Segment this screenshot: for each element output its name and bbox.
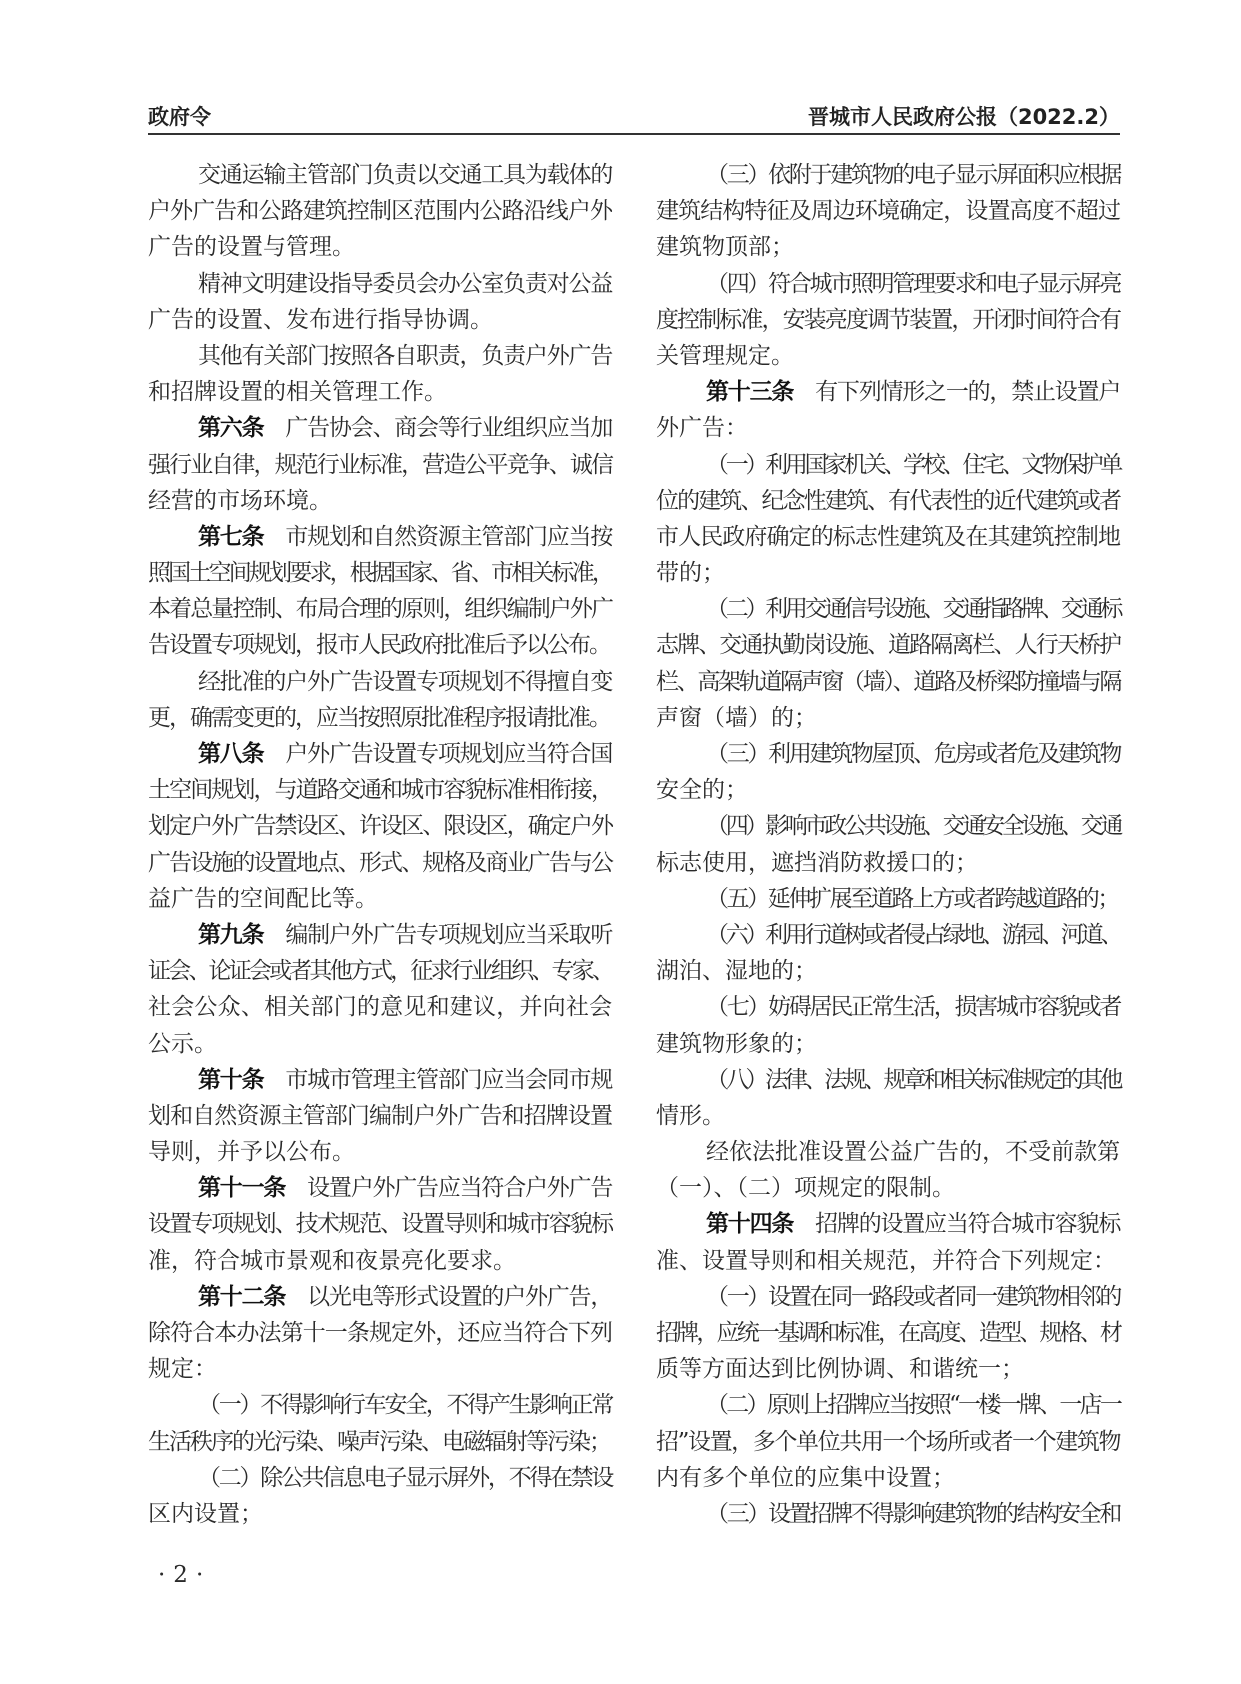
line-text: 招”设置，多个单位共用一个场所或者一个建筑物 — [656, 1428, 1120, 1455]
text-line — [656, 1496, 1120, 1532]
text-line — [656, 808, 1120, 844]
text-line — [148, 1206, 612, 1242]
text-line — [148, 1170, 612, 1206]
paragraph — [656, 736, 1120, 808]
line-text: 湖泊、湿地的； — [656, 958, 817, 985]
text-line — [656, 881, 1120, 917]
text-line — [148, 555, 612, 591]
text-line — [148, 953, 612, 989]
text-line — [148, 989, 612, 1025]
line-text: 情形。 — [656, 1102, 725, 1129]
line-text: 户外广告和公路建筑控制区范围内公路沿线户外 — [148, 198, 612, 225]
text-line — [656, 157, 1120, 193]
text-line — [656, 410, 1120, 446]
line-text: 告设置专项规划，报市人民政府批准后予以公布。 — [148, 632, 610, 659]
line-text: 位的建筑、纪念性建筑、有代表性的近代建筑或者 — [656, 487, 1120, 514]
text-line — [148, 1351, 612, 1387]
paragraph — [656, 266, 1120, 375]
text-line — [148, 772, 612, 808]
line-text: 经依法批准设置公益广告的，不受前款第 — [706, 1139, 1120, 1166]
paragraph — [656, 1496, 1120, 1532]
header-section-title: 政府令 — [148, 105, 211, 129]
text-line — [656, 1315, 1120, 1351]
line-text: 经营的市场环境。 — [148, 487, 332, 514]
line-text: 市规划和自然资源主管部门应当按 — [285, 523, 612, 550]
page-number: ·2· — [158, 1562, 212, 1588]
line-text: （四）影响市政公共设施、交通安全设施、交通 — [706, 813, 1120, 840]
paragraph — [656, 1387, 1120, 1496]
line-text: （四）符合城市照明管理要求和电子显示屏亮 — [706, 270, 1120, 297]
line-text: 土空间规划，与道路交通和城市容貌标准相衔接， — [148, 777, 612, 804]
text-line — [148, 1243, 612, 1279]
line-text: （八）法律、法规、规章和相关标准规定的其他 — [706, 1066, 1120, 1093]
line-text: 社会公众、相关部门的意见和建议，并向社会 — [148, 994, 612, 1021]
text-line — [148, 1279, 612, 1315]
text-line — [148, 1134, 612, 1170]
text-line — [656, 483, 1120, 519]
paragraph — [148, 664, 612, 736]
text-line — [148, 157, 612, 193]
paragraph — [656, 1062, 1120, 1134]
line-text: 其他有关部门按照各自职责，负责户外广告 — [198, 342, 612, 369]
text-line — [148, 374, 612, 410]
text-line — [656, 664, 1120, 700]
line-text: 经批准的户外广告设置专项规划不得擅自变 — [198, 668, 612, 695]
line-text: 编制户外广告专项规划应当采取听 — [285, 921, 612, 948]
paragraph — [148, 266, 612, 338]
text-column-left — [148, 157, 612, 1532]
text-line — [148, 1315, 612, 1351]
line-text: 带的； — [656, 560, 725, 587]
line-text: 更，确需变更的，应当按照原批准程序报请批准。 — [148, 704, 610, 731]
text-line — [148, 627, 612, 663]
line-text: 设置户外广告应当符合户外广告 — [307, 1175, 612, 1202]
text-line — [656, 700, 1120, 736]
article-paragraph — [656, 374, 1120, 446]
line-text: （一）不得影响行车安全，不得产生影响正常 — [198, 1392, 612, 1419]
article-paragraph — [148, 410, 612, 519]
text-line — [656, 193, 1120, 229]
text-line — [656, 519, 1120, 555]
article-number: 第六条 — [198, 415, 264, 442]
line-text: （一）、（二）项规定的限制。 — [656, 1175, 955, 1202]
article-paragraph — [148, 519, 612, 664]
text-line — [148, 302, 612, 338]
text-line — [656, 1026, 1120, 1062]
line-text: 本着总量控制、布局合理的原则，组织编制户外广 — [148, 596, 612, 623]
line-text: 市人民政府确定的标志性建筑及在其建筑控制地 — [656, 523, 1120, 550]
line-text: 设置专项规划、技术规范、设置导则和城市容貌标 — [148, 1211, 612, 1238]
text-line — [148, 808, 612, 844]
article-number: 第十条 — [198, 1066, 264, 1093]
text-line — [656, 1170, 1120, 1206]
text-line — [656, 374, 1120, 410]
article-number: 第九条 — [198, 921, 264, 948]
paragraph — [656, 157, 1120, 266]
article-number: 第十一条 — [198, 1175, 286, 1202]
line-text: 和招牌设置的相关管理工作。 — [148, 379, 447, 406]
paragraph — [656, 881, 1120, 917]
text-line — [148, 591, 612, 627]
text-line — [148, 1062, 612, 1098]
text-line — [148, 917, 612, 953]
line-text: 区内设置； — [148, 1500, 263, 1527]
article-paragraph — [148, 917, 612, 1062]
text-line — [656, 591, 1120, 627]
text-column-right — [656, 157, 1120, 1532]
line-text: 广告协会、商会等行业组织应当加 — [285, 415, 612, 442]
paragraph — [656, 591, 1120, 736]
line-text: 证会、论证会或者其他方式，征求行业组织、专家、 — [148, 958, 612, 985]
line-text: 栏、高架轨道隔声窗（墙）、道路及桥梁防撞墙与隔 — [656, 668, 1120, 695]
text-line — [148, 1026, 612, 1062]
text-line — [148, 664, 612, 700]
line-text: 规定： — [148, 1356, 217, 1383]
text-line — [148, 193, 612, 229]
line-text: 建筑结构特征及周边环境确定，设置高度不超过 — [656, 198, 1120, 225]
line-text: 度控制标准，安装亮度调节装置，开闭时间符合有 — [656, 306, 1120, 333]
line-text: （六）利用行道树或者侵占绿地、游园、河道、 — [706, 921, 1120, 948]
text-line — [656, 555, 1120, 591]
line-text: 准、设置导则和相关规范，并符合下列规定： — [656, 1247, 1116, 1274]
text-line — [656, 1062, 1120, 1098]
line-text: 外广告： — [656, 415, 748, 442]
paragraph — [148, 157, 612, 266]
line-text: 划定户外广告禁设区、许设区、限设区，确定户外 — [148, 813, 612, 840]
line-text: 志牌、交通执勤岗设施、道路隔离栏、人行天桥护 — [656, 632, 1120, 659]
article-paragraph — [148, 1062, 612, 1171]
article-number: 第十二条 — [198, 1283, 286, 1310]
line-text: 关管理规定。 — [656, 342, 794, 369]
header-publication-title: 晋城市人民政府公报（2022.2） — [807, 105, 1120, 129]
text-line — [148, 1098, 612, 1134]
text-line — [148, 1424, 612, 1460]
line-text: 市城市管理主管部门应当会同市规 — [285, 1066, 612, 1093]
text-line — [656, 266, 1120, 302]
line-text: 精神文明建设指导委员会办公室负责对公益 — [198, 270, 612, 297]
line-text: （二）原则上招牌应当按照“一楼一牌、一店一 — [706, 1392, 1120, 1419]
line-text: 招牌，应统一基调和标准，在高度、造型、规格、材 — [656, 1320, 1120, 1346]
article-number: 第七条 — [198, 523, 264, 550]
text-line — [656, 917, 1120, 953]
article-paragraph — [148, 1170, 612, 1279]
text-line — [148, 700, 612, 736]
paragraph — [656, 1134, 1120, 1206]
line-text: 以光电等形式设置的户外广告， — [307, 1283, 612, 1310]
text-line — [148, 410, 612, 446]
paragraph — [148, 1387, 612, 1459]
article-number: 第八条 — [198, 741, 264, 767]
line-text: （三）依附于建筑物的电子显示屏面积应根据 — [706, 162, 1120, 188]
line-text: 生活秩序的光污染、噪声污染、电磁辐射等污染； — [148, 1428, 610, 1455]
line-text: 强行业自律，规范行业标准，营造公平竞争、诚信 — [148, 451, 612, 478]
paragraph — [656, 917, 1120, 989]
text-line — [656, 1206, 1120, 1242]
line-text: 益广告的空间配比等。 — [148, 885, 378, 912]
paragraph — [656, 808, 1120, 880]
paragraph — [148, 338, 612, 410]
article-number: 第十四条 — [706, 1211, 794, 1238]
text-line — [656, 1351, 1120, 1387]
text-line — [148, 266, 612, 302]
line-text: 标志使用，遮挡消防救援口的； — [656, 849, 978, 876]
article-paragraph — [148, 1279, 612, 1388]
text-line — [656, 447, 1120, 483]
text-line — [656, 627, 1120, 663]
text-line — [656, 1387, 1120, 1423]
line-text: （二）利用交通信号设施、交通指路牌、交通标 — [706, 596, 1120, 623]
text-line — [656, 302, 1120, 338]
line-text: 质等方面达到比例协调、和谐统一； — [656, 1356, 1024, 1383]
text-line — [148, 447, 612, 483]
text-line — [148, 1387, 612, 1423]
text-line — [656, 845, 1120, 881]
line-text: （二）除公共信息电子显示屏外，不得在禁设 — [198, 1464, 612, 1491]
paragraph — [656, 989, 1120, 1061]
text-line — [656, 1098, 1120, 1134]
paragraph — [148, 1460, 612, 1532]
text-line — [656, 772, 1120, 808]
line-text: 广告设施的设置地点、形式、规格及商业广告与公 — [148, 849, 612, 876]
line-text: （一）设置在同一路段或者同一建筑物相邻的 — [706, 1283, 1120, 1310]
line-text: （一）利用国家机关、学校、住宅、文物保护单 — [706, 451, 1120, 478]
text-line — [656, 1424, 1120, 1460]
line-text: 导则，并予以公布。 — [148, 1139, 355, 1166]
line-text: 交通运输主管部门负责以交通工具为载体的 — [198, 162, 612, 188]
line-text: 划和自然资源主管部门编制户外广告和招牌设置 — [148, 1102, 612, 1129]
text-line — [656, 953, 1120, 989]
text-line — [656, 338, 1120, 374]
line-text: （三）利用建筑物屋顶、危房或者危及建筑物 — [706, 741, 1120, 767]
line-text: （三）设置招牌不得影响建筑物的结构安全和 — [706, 1500, 1120, 1527]
article-number: 第十三条 — [706, 379, 794, 406]
line-text: 户外广告设置专项规划应当符合国 — [285, 741, 612, 767]
line-text: 照国土空间规划要求，根据国家、省、市相关标准， — [148, 560, 612, 587]
text-line — [148, 1460, 612, 1496]
line-text: 建筑物顶部； — [656, 234, 794, 261]
article-paragraph — [656, 1206, 1120, 1278]
paragraph — [656, 1279, 1120, 1388]
line-text: （五）延伸扩展至道路上方或者跨越道路的； — [706, 885, 1119, 912]
text-line — [148, 845, 612, 881]
text-line — [656, 1243, 1120, 1279]
article-paragraph — [148, 736, 612, 917]
line-text: 招牌的设置应当符合城市容貌标 — [815, 1211, 1120, 1238]
line-text: 安全的； — [656, 777, 748, 804]
text-line — [148, 519, 612, 555]
line-text: 广告的设置与管理。 — [148, 234, 355, 261]
text-line — [148, 229, 612, 265]
line-text: 准，符合城市景观和夜景亮化要求。 — [148, 1247, 516, 1274]
line-text: 内有多个单位的应集中设置； — [656, 1464, 955, 1491]
line-text: 除符合本办法第十一条规定外，还应当符合下列 — [148, 1320, 612, 1346]
line-text: 有下列情形之一的，禁止设置户 — [815, 379, 1120, 406]
text-line — [656, 989, 1120, 1025]
line-text: （七）妨碍居民正常生活，损害城市容貌或者 — [706, 994, 1120, 1021]
text-line — [148, 881, 612, 917]
paragraph — [656, 447, 1120, 592]
text-line — [148, 736, 612, 772]
text-line — [148, 338, 612, 374]
header-rule — [148, 133, 1120, 135]
text-line — [148, 483, 612, 519]
line-text: 广告的设置、发布进行指导协调。 — [148, 306, 493, 333]
text-line — [656, 736, 1120, 772]
text-line — [656, 1460, 1120, 1496]
text-line — [656, 1134, 1120, 1170]
line-text: 声窗（墙）的； — [656, 704, 817, 731]
text-line — [656, 1279, 1120, 1315]
text-line — [148, 1496, 612, 1532]
line-text: 公示。 — [148, 1030, 217, 1057]
text-line — [656, 229, 1120, 265]
line-text: 建筑物形象的； — [656, 1030, 817, 1057]
